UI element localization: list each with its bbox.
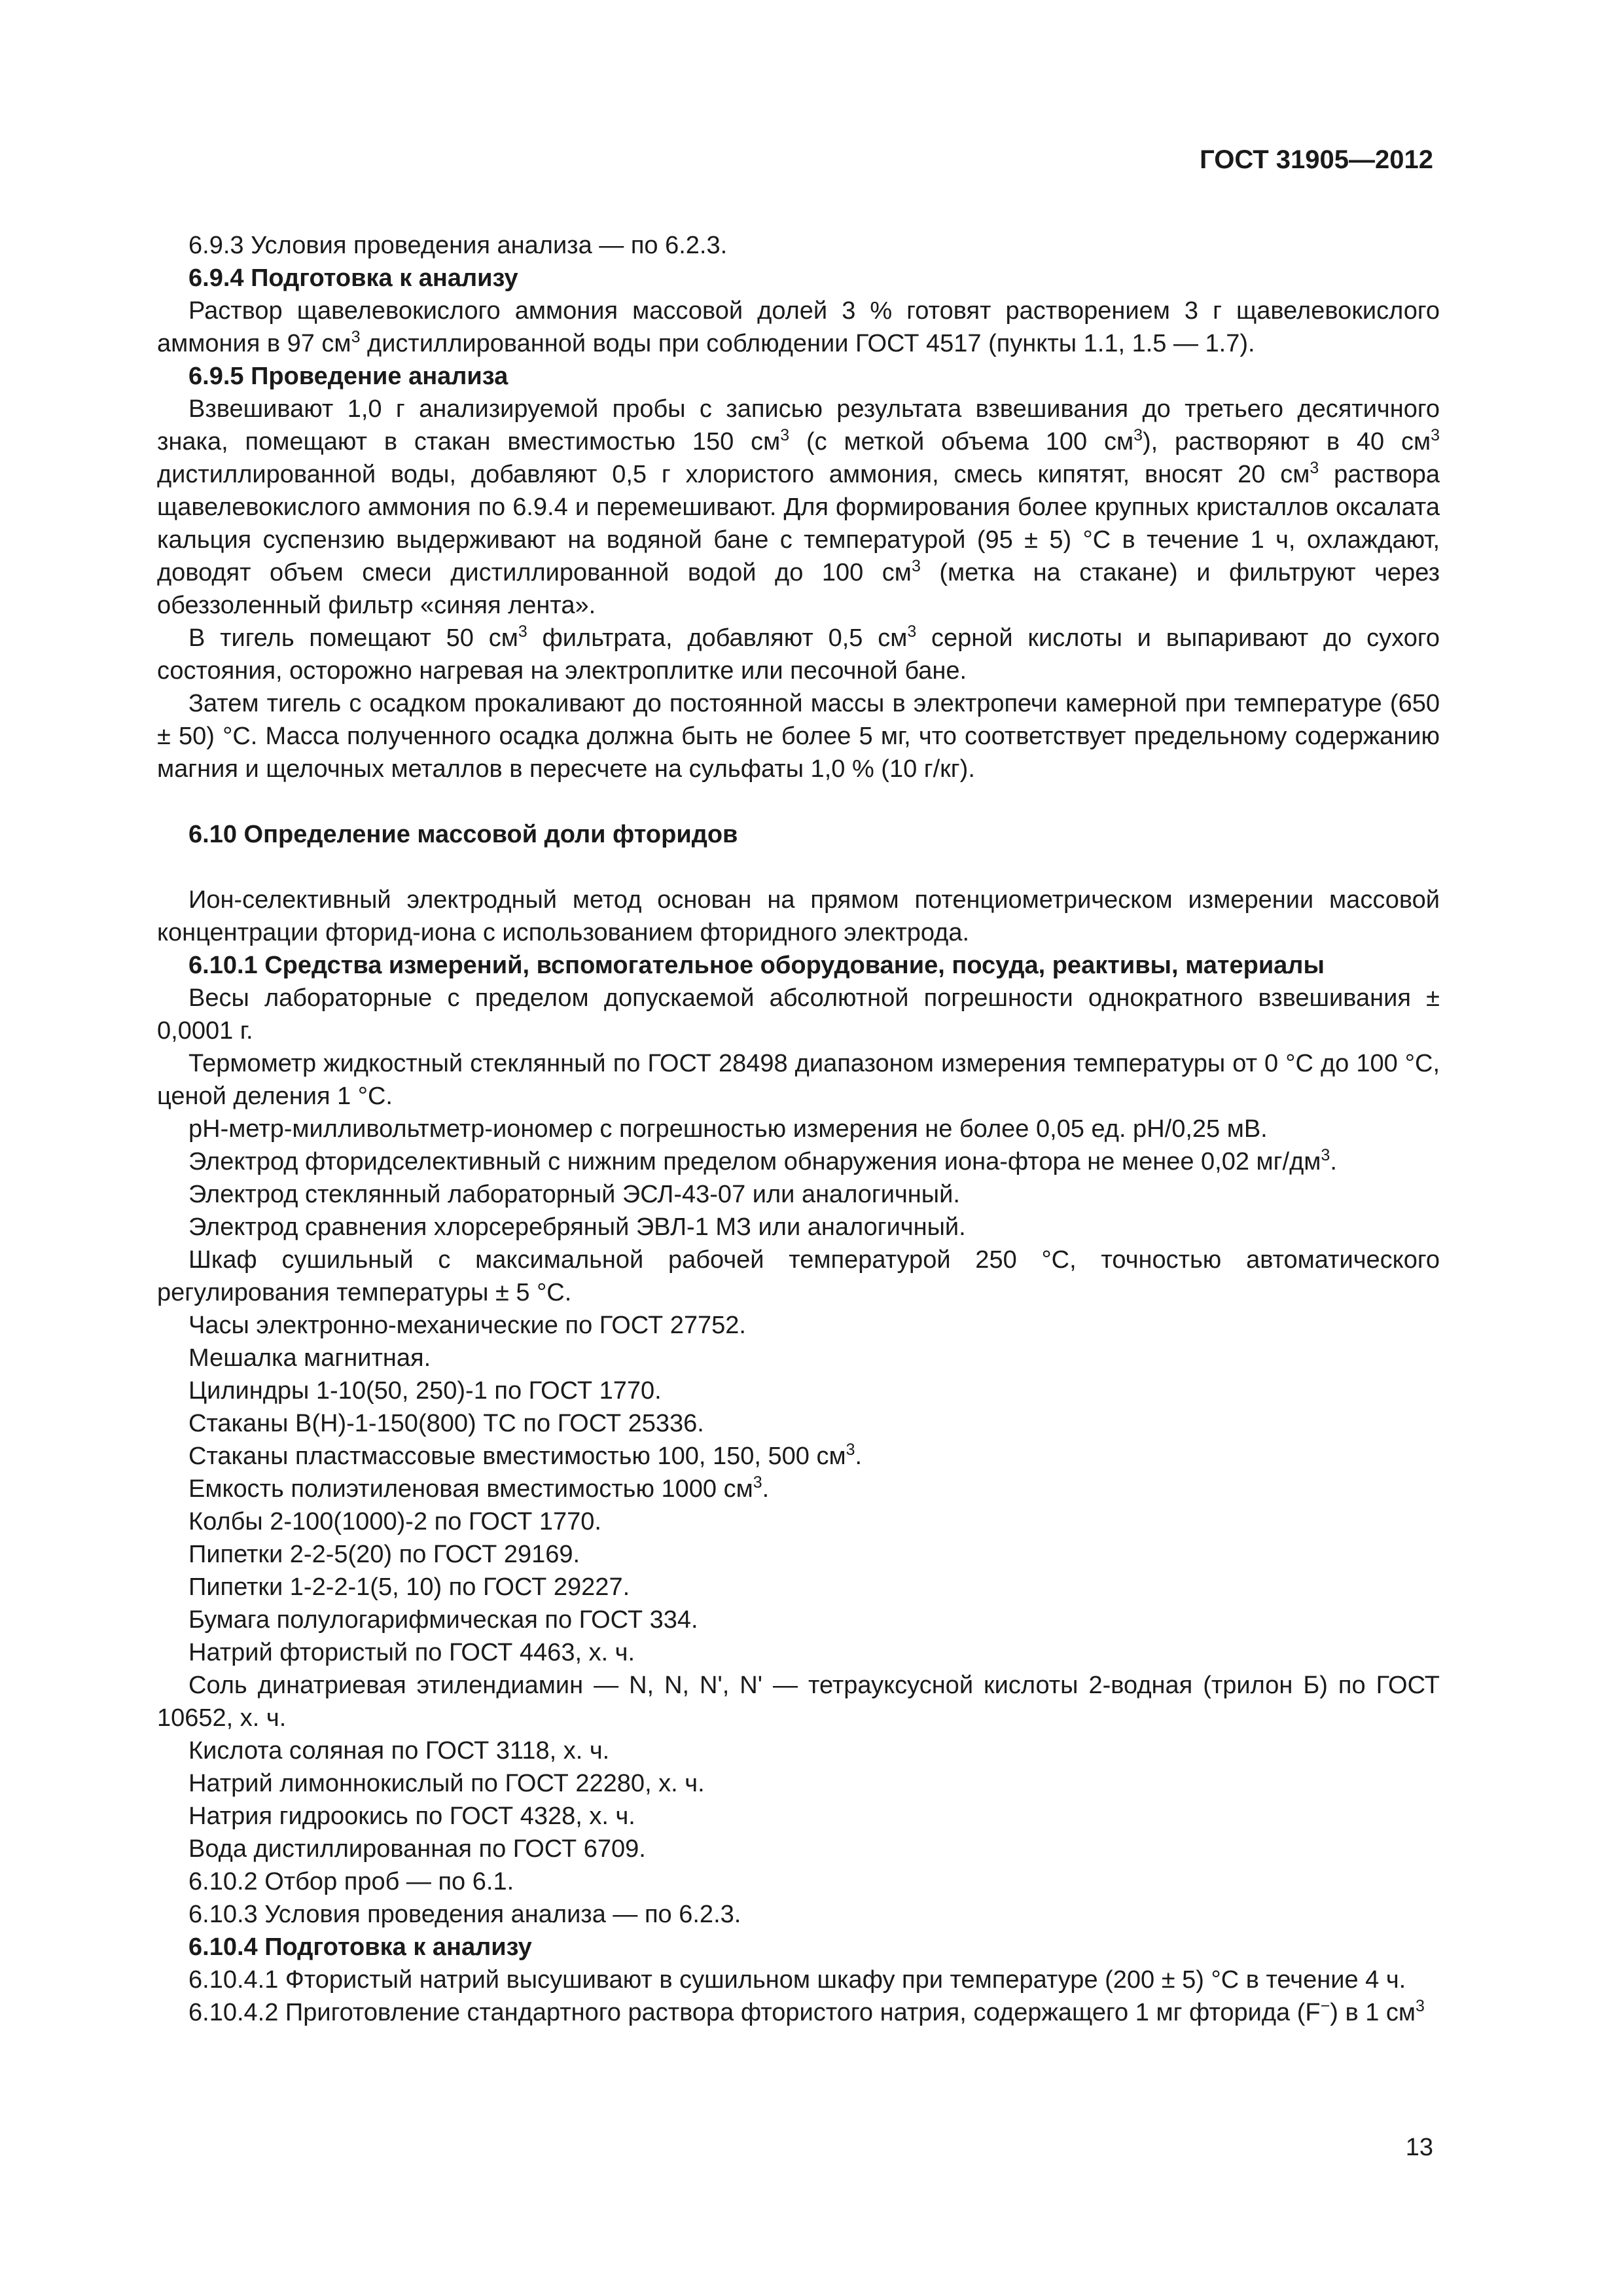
document-header: ГОСТ 31905—2012 bbox=[1200, 145, 1433, 174]
list-item: рН-метр-милливольтметр-иономер с погрешностью измерения не более 0,05 ед. рН/0,25 мВ. bbox=[188, 1115, 1268, 1143]
list-item: Весы лабораторные с пределом допускаемой абсолютной погрешности однократного взвешивания ± 0,0001 г. bbox=[157, 984, 1440, 1045]
list-item: 6.10.3 Условия проведения анализа — по 6.2.3. bbox=[188, 1901, 741, 1928]
list-item: Мешалка магнитная. bbox=[188, 1344, 431, 1372]
list-item: Электрод сравнения хлорсеребряный ЭВЛ-1 МЗ или аналогичный. bbox=[188, 1213, 966, 1241]
list-item: Соль динатриевая этилендиамин — N, N, N', N' — тетрауксусной кислоты 2-водная (трилон Б) по ГОСТ 10652, х. ч. bbox=[157, 1672, 1440, 1732]
list-item: Вода дистиллированная по ГОСТ 6709. bbox=[188, 1835, 646, 1863]
list-item: Стаканы В(Н)-1-150(800) ТС по ГОСТ 25336. bbox=[188, 1410, 704, 1437]
list-item: Термометр жидкостный стеклянный по ГОСТ 28498 диапазоном измерения температуры от 0 °С до 100 °С, ценой деления 1 °С. bbox=[157, 1050, 1440, 1110]
list-item: Электрод стеклянный лабораторный ЭСЛ-43-07 или аналогичный. bbox=[188, 1181, 960, 1208]
page-number: 13 bbox=[1405, 2134, 1433, 2161]
list-item: Кислота соляная по ГОСТ 3118, х. ч. bbox=[188, 1737, 610, 1765]
list-item: Колбы 2-100(1000)-2 по ГОСТ 1770. bbox=[188, 1508, 601, 1535]
paragraph-6-9-4: Раствор щавелевокислого аммония массовой долей 3 % готовят растворением 3 г щавелевокислого аммония в 97 $см^3$ дистиллированной воды при соблюдении ГОСТ 4517 (пункты 1.1, 1.5 — 1.7). bbox=[157, 297, 1440, 357]
heading-6-10: 6.10 Определение массовой доли фторидов bbox=[188, 821, 738, 848]
list-item: Пипетки 1-2-2-1(5, 10) по ГОСТ 29227. bbox=[188, 1573, 630, 1601]
list-item: Натрия гидроокись по ГОСТ 4328, х. ч. bbox=[188, 1803, 635, 1830]
paragraph-6-10: Ион-селективный электродный метод основан на прямом потенциометрическом измерении массовой концентрации фторид-иона с использованием фторидного электрода. bbox=[157, 886, 1440, 946]
paragraph-6-9-5-crucible: В тигель помещают 50 $см^3$ фильтрата, добавляют 0,5 $см^3$ серной кислоты и выпаривают до сухого состояния, осторожно нагревая на электроплитке или песочной бане. bbox=[157, 622, 1440, 685]
list-item: Электрод фторидселективный с нижним пределом обнаружения иона-фтора не менее 0,02 $мг/дм^3$. bbox=[188, 1146, 1337, 1175]
heading-6-10-4: 6.10.4 Подготовка к анализу bbox=[188, 1933, 532, 1961]
list-item: Натрий фтористый по ГОСТ 4463, х. ч. bbox=[188, 1639, 635, 1666]
list-item: Шкаф сушильный с максимальной рабочей температурой 250 °С, точностью автоматического регулирования температуры ± 5 °С. bbox=[157, 1246, 1440, 1306]
list-item: Емкость полиэтиленовая вместимостью 1000 $см^3$. bbox=[188, 1473, 770, 1503]
heading-6-9-5: 6.9.5 Проведение анализа bbox=[188, 363, 508, 390]
document-body bbox=[157, 229, 1440, 2029]
list-item: 6.10.2 Отбор проб — по 6.1. bbox=[188, 1868, 514, 1895]
list-item: Стаканы пластмассовые вместимостью 100, 150, 500 $см^3$. bbox=[188, 1441, 863, 1470]
heading-6-10-1: 6.10.1 Средства измерений, вспомогательное оборудование, посуда, реактивы, материалы bbox=[188, 952, 1325, 979]
list-item: Пипетки 2-2-5(20) по ГОСТ 29169. bbox=[188, 1541, 580, 1568]
paragraph-6-9-5: Взвешивают 1,0 г анализируемой пробы с записью результата взвешивания до третьего десятичного знака, помещают в стакан вместимостью 150 $см^3$ (с меткой объема 100 $см^3$), растворяют в 40 $см^3$ дистиллированной воды, добавляют 0,5 г хлористого аммония, смесь кипятят, вносят 20 $см^3$ раствора щавелевокислого аммония по 6.9.4 и перемешивают. Для формирования более крупных кристаллов оксалата кальция суспензию выдерживают на водяной бане с температурой (95 ± 5) °С в течение 1 ч, охлаждают, доводят объем смеси дистиллированной водой до 100 $см^3$ (метка на стакане) и фильтруют через обеззоленный фильтр «синяя лента». bbox=[157, 395, 1440, 619]
heading-6-9-4: 6.9.4 Подготовка к анализу bbox=[188, 264, 518, 292]
list-item: Цилиндры 1-10(50, 250)-1 по ГОСТ 1770. bbox=[188, 1377, 662, 1405]
paragraph-6-9-3: 6.9.3 Условия проведения анализа — по 6.2.3. bbox=[188, 232, 728, 259]
paragraph-6-9-5-calcination: Затем тигель с осадком прокаливают до постоянной массы в электропечи камерной при температуре (650 ± 50) °С. Масса полученного осадка должна быть не более 5 мг, что соответствует предельному содержанию магния и щелочных металлов в пересчете на сульфаты 1,0 % (10 г/кг). bbox=[157, 690, 1440, 783]
list-item: Часы электронно-механические по ГОСТ 27752. bbox=[188, 1312, 746, 1339]
list-item: Натрий лимоннокислый по ГОСТ 22280, х. ч. bbox=[188, 1770, 705, 1797]
list-item: Бумага полулогарифмическая по ГОСТ 334. bbox=[188, 1606, 698, 1634]
paragraph-6-10-4-1: 6.10.4.1 Фтористый натрий высушивают в сушильном шкафу при температуре (200 ± 5) °С в течение 4 ч. bbox=[188, 1966, 1406, 1994]
paragraph-6-10-4-2: 6.10.4.2 Приготовление стандартного раствора фтористого натрия, содержащего 1 мг фторида (F−) в 1 $см^3$ bbox=[188, 1997, 1425, 2026]
